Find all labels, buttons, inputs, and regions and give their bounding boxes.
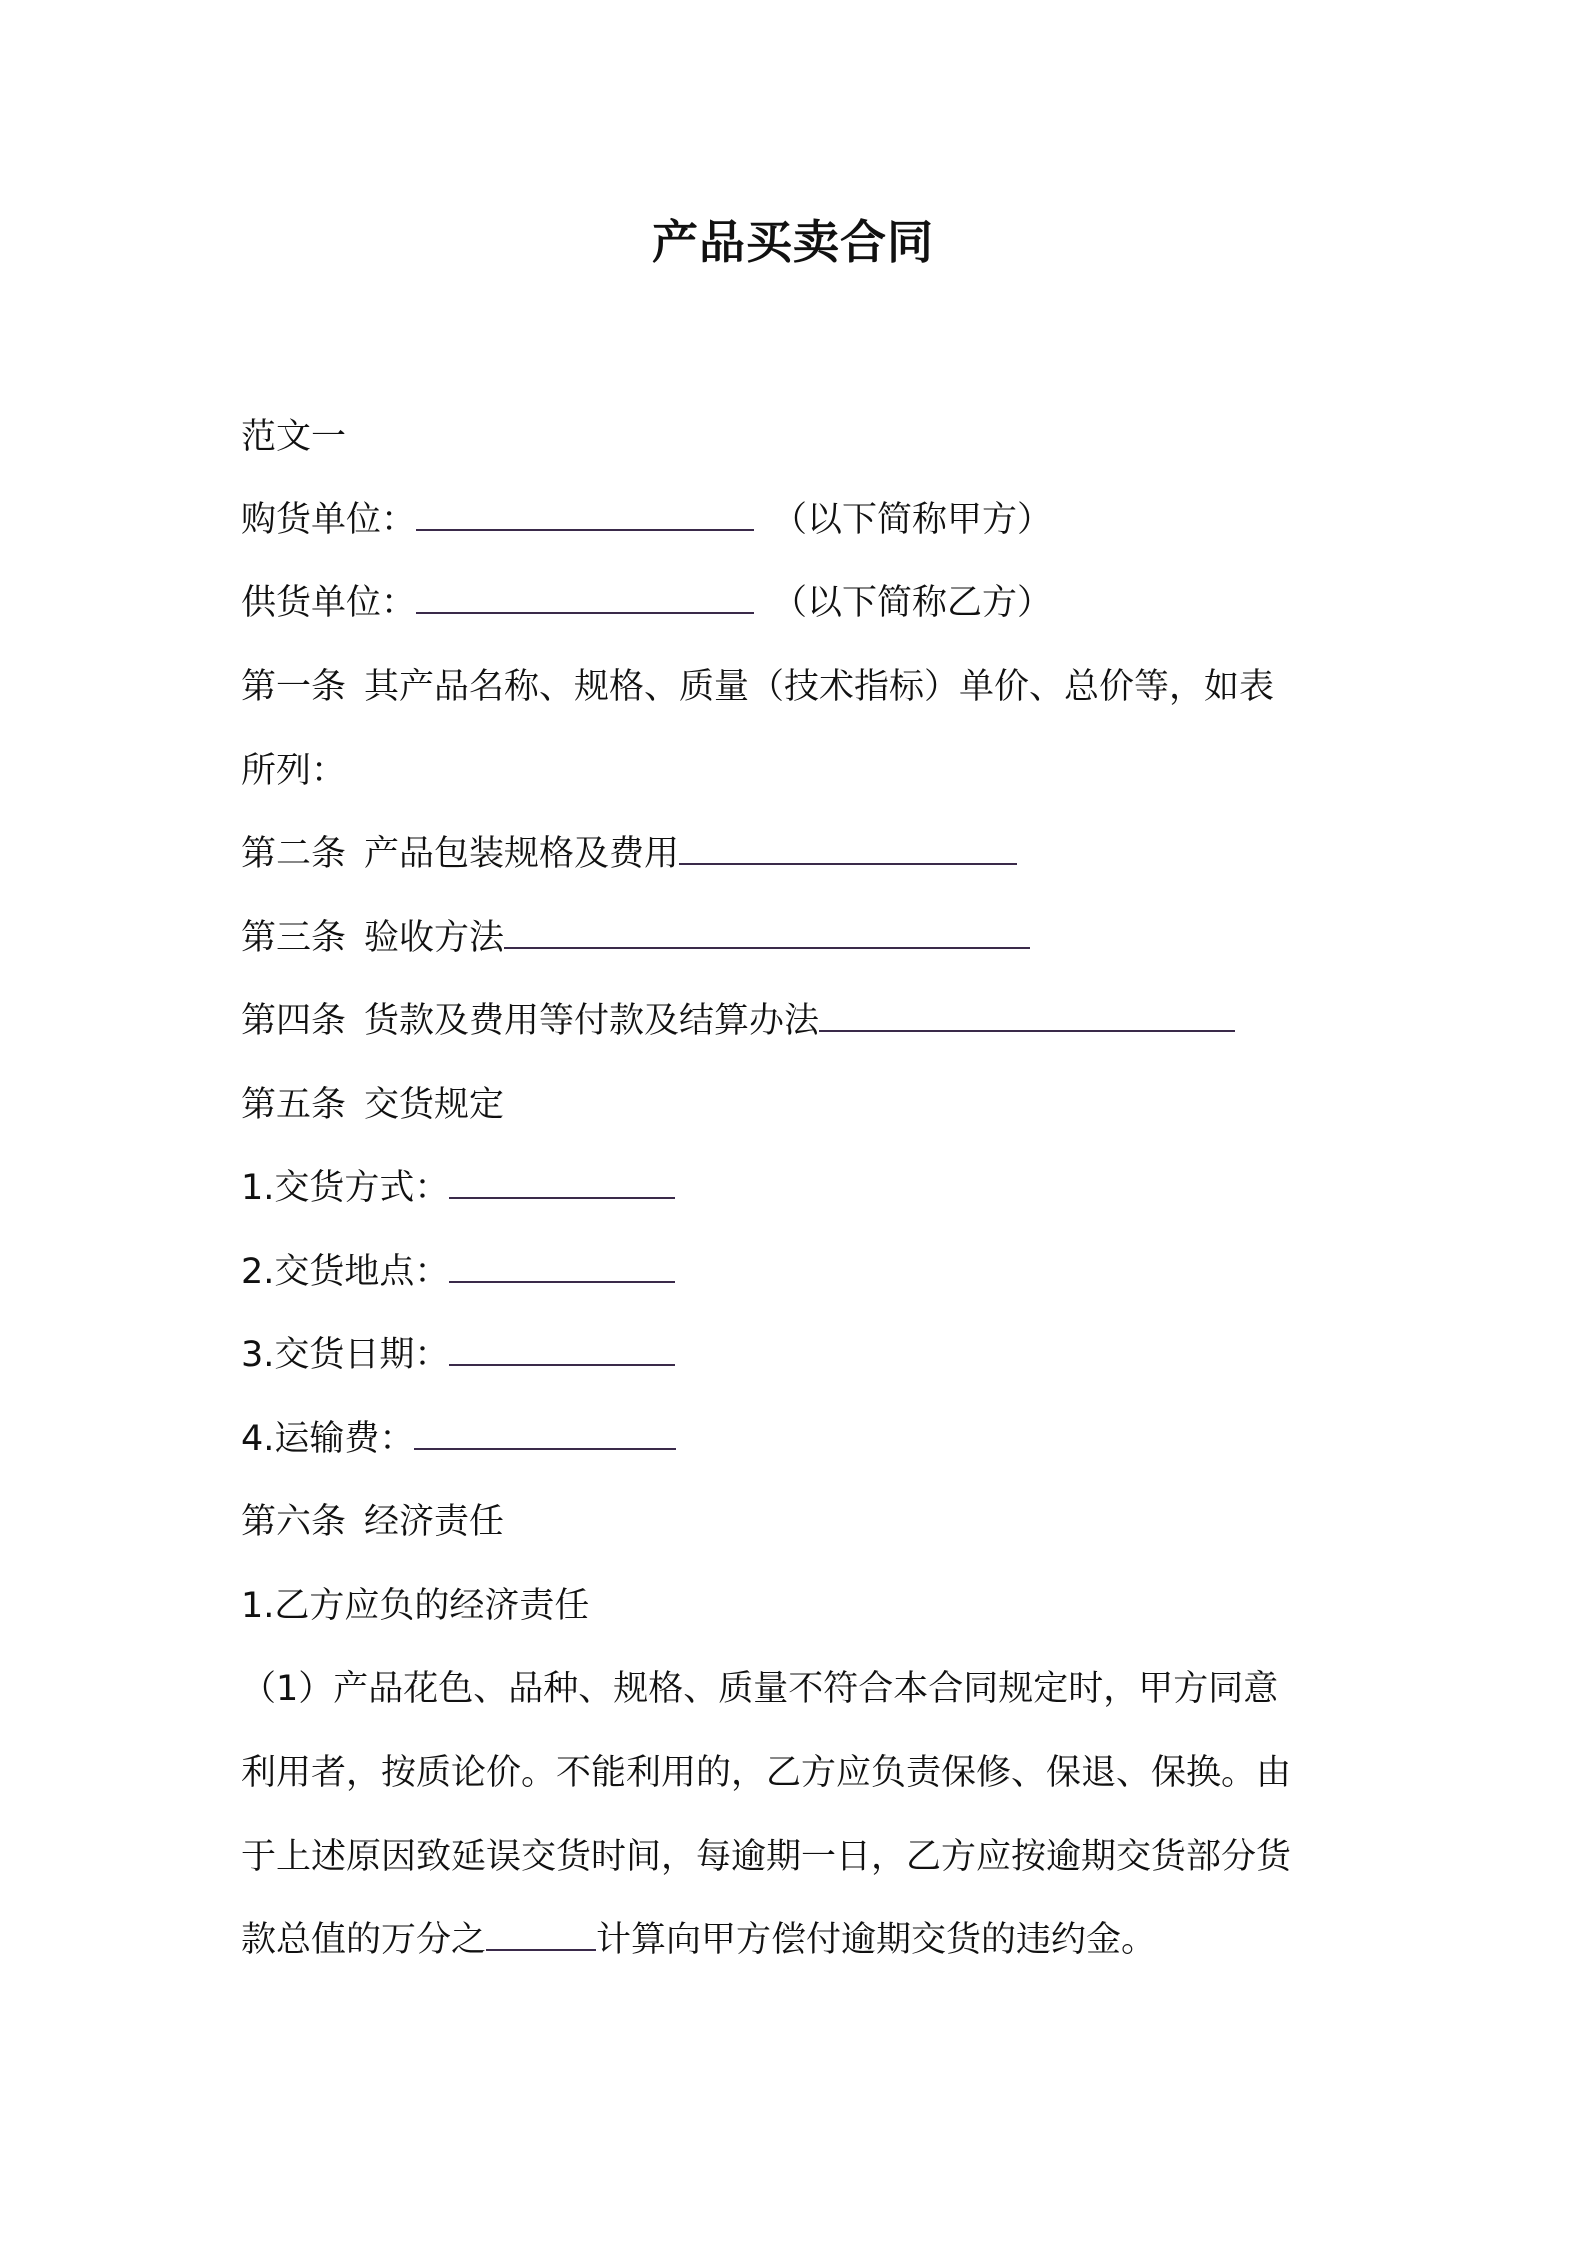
- buyer-blank[interactable]: [416, 495, 754, 531]
- buyer-suffix: （以下简称甲方）: [772, 500, 1053, 540]
- delivery-place-label: 2.交货地点：: [241, 1252, 450, 1292]
- shipping-fee: [241, 1414, 676, 1464]
- paragraph-1-line-4-end: 计算向甲方偿付逾期交货的违约金。: [596, 1920, 1157, 1960]
- buyer-line: [241, 495, 1052, 545]
- article-4-blank[interactable]: [819, 996, 1235, 1032]
- article-3-text: 验收方法: [364, 918, 505, 958]
- delivery-place: [241, 1247, 675, 1297]
- seller-suffix: （以下简称乙方）: [772, 583, 1053, 623]
- article-1: [241, 662, 1274, 712]
- article-6: [241, 1497, 504, 1547]
- article-2: [241, 829, 1017, 879]
- delivery-date-blank[interactable]: [449, 1330, 675, 1366]
- delivery-date-label: 3.交货日期：: [241, 1335, 450, 1375]
- article-3: [241, 913, 1030, 963]
- seller-blank[interactable]: [416, 578, 754, 614]
- article-1-continuation: 所列：: [241, 751, 347, 791]
- article-5-number: 第五条: [241, 1085, 347, 1125]
- article-5-text: 交货规定: [364, 1085, 505, 1125]
- article-5: [241, 1080, 504, 1130]
- sample-label: 范文一: [241, 417, 347, 457]
- article-2-blank[interactable]: [679, 829, 1017, 865]
- delivery-place-blank[interactable]: [449, 1247, 675, 1283]
- article-6-text: 经济责任: [364, 1502, 505, 1542]
- article-2-text: 产品包装规格及费用: [364, 834, 680, 874]
- paragraph-1-line-2: 利用者，按质论价。不能利用的，乙方应负责保修、保退、保换。由: [241, 1753, 1292, 1793]
- paragraph-1-line-4-start: 款总值的万分之: [241, 1920, 487, 1960]
- article-4: [241, 996, 1235, 1046]
- delivery-method-label: 1.交货方式：: [241, 1168, 450, 1208]
- article-1-text: 其产品名称、规格、质量（技术指标）单价、总价等，如表: [364, 667, 1275, 707]
- penalty-rate-blank[interactable]: [486, 1915, 596, 1951]
- article-2-number: 第二条: [241, 834, 347, 874]
- article-1-number: 第一条: [241, 667, 347, 707]
- article-4-text: 货款及费用等付款及结算办法: [364, 1001, 820, 1041]
- article-3-number: 第三条: [241, 918, 347, 958]
- document-title: 产品买卖合同: [652, 215, 934, 269]
- paragraph-1-line-3: 于上述原因致延误交货时间，每逾期一日，乙方应按逾期交货部分货: [241, 1837, 1292, 1877]
- delivery-method: [241, 1163, 675, 1213]
- article-3-blank[interactable]: [504, 913, 1030, 949]
- seller-line: [241, 578, 1052, 628]
- delivery-method-blank[interactable]: [449, 1163, 675, 1199]
- shipping-fee-blank[interactable]: [414, 1414, 676, 1450]
- paragraph-1-line-1: （1）产品花色、品种、规格、质量不符合本合同规定时，甲方同意: [241, 1669, 1279, 1709]
- article-6-number: 第六条: [241, 1502, 347, 1542]
- article-4-number: 第四条: [241, 1001, 347, 1041]
- shipping-fee-label: 4.运输费：: [241, 1419, 415, 1459]
- delivery-date: [241, 1330, 675, 1380]
- paragraph-1-line-4: [241, 1915, 1156, 1965]
- subsection-1: 1.乙方应负的经济责任: [241, 1586, 590, 1626]
- seller-label: 供货单位：: [241, 583, 417, 623]
- buyer-label: 购货单位：: [241, 500, 417, 540]
